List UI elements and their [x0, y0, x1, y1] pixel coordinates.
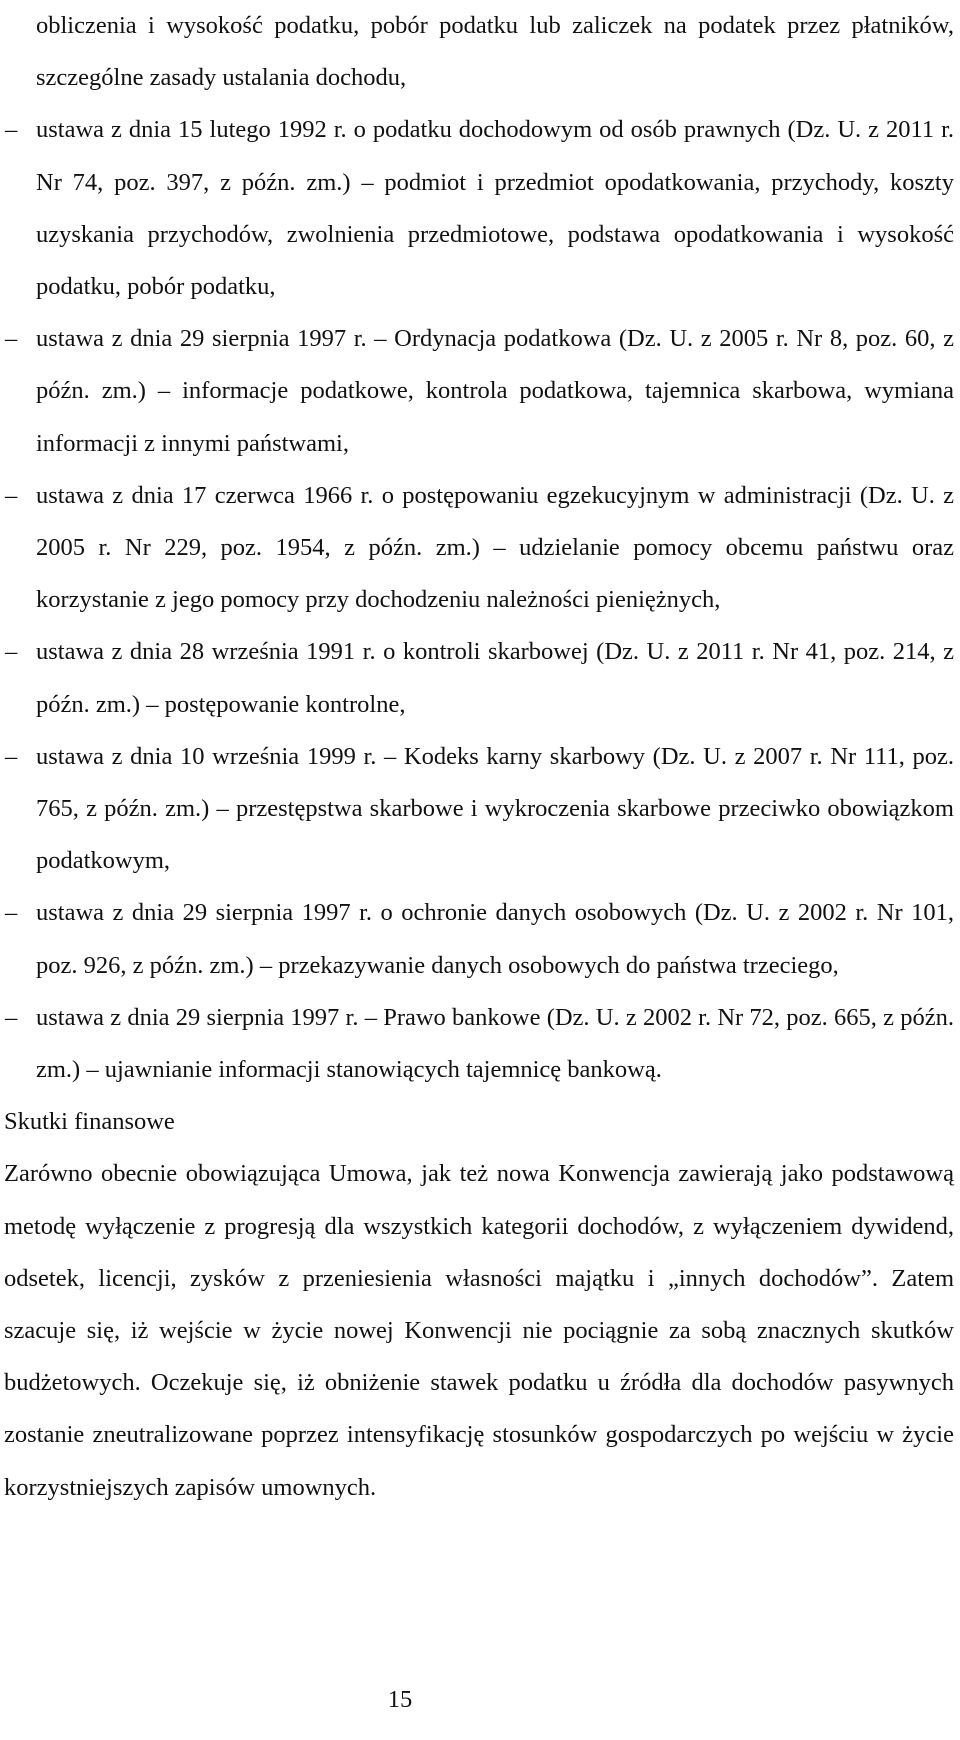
dash-marker: –	[5, 899, 18, 927]
act-text: ustawa z dnia 17 czerwca 1966 r. o postępowaniu egzekucyjnym w administracji (Dz. U. z 2005 r. Nr 229, poz. 1954, z późn. zm.) – udzielanie pomocy obcemu państwu oraz korzystanie z jego pomocy przy dochodzeniu należności pieniężnych,	[36, 481, 954, 614]
dash-marker: –	[5, 116, 18, 144]
act-text: ustawa z dnia 29 sierpnia 1997 r. o ochronie danych osobowych (Dz. U. z 2002 r. Nr 101, poz. 926, z późn. zm.) – przekazywanie danych osobowych do państwa trzeciego,	[36, 899, 954, 979]
act-list-item	[0, 887, 960, 991]
act-text: ustawa z dnia 15 lutego 1992 r. o podatku dochodowym od osób prawnych (Dz. U. z 2011 r. Nr 74, poz. 397, z późn. zm.) – podmiot i przedmiot opodatkowania, przychody, koszty uzyskania przychodów, zwolnienia przedmiotowe, podstawa opodatkowania i wysokość podatku, pobór podatku,	[36, 116, 954, 301]
act-text: ustawa z dnia 29 sierpnia 1997 r. – Ordynacja podatkowa (Dz. U. z 2005 r. Nr 8, poz. 60, z późn. zm.) – informacje podatkowe, kontrola podatkowa, tajemnica skarbowa, wymiana informacji z innymi państwami,	[36, 325, 954, 457]
act-text: ustawa z dnia 10 września 1999 r. – Kodeks karny skarbowy (Dz. U. z 2007 r. Nr 111, poz. 765, z późn. zm.) – przestępstwa skarbowe i wykroczenia skarbowe przeciwko obowiązkom podatkowym,	[36, 742, 954, 875]
dash-marker: –	[5, 742, 18, 770]
act-list-item	[0, 470, 960, 627]
act-list-item	[0, 313, 960, 470]
dash-marker: –	[5, 1003, 18, 1031]
dash-marker: –	[5, 325, 18, 353]
continuation-text: obliczenia i wysokość podatku, pobór podatku lub zaliczek na podatek przez płatników, szczególne zasady ustalania dochodu,	[36, 12, 954, 92]
act-list-item	[0, 731, 960, 888]
body-paragraph: Zarówno obecnie obowiązująca Umowa, jak też nowa Konwencja zawierają jako podstawową metodę wyłączenie z progresją dla wszystkich kategorii dochodów, z wyłączeniem dywidend, odsetek, licencji, zysków z przeniesienia własności majątku i „innych dochodów”. Zatem szacuje się, iż wejście w życie nowej Konwencji nie pociągnie za sobą znacznych skutków budżetowych. Oczekuje się, iż obniżenie stawek podatku u źródła dla dochodów pasywnych zostanie zneutralizowane poprzez intensyfikację stosunków gospodarczych po wejściu w życie korzystniejszych zapisów umownych.	[4, 1160, 954, 1501]
section-heading: Skutki finansowe	[4, 1108, 175, 1136]
act-text: ustawa z dnia 28 września 1991 r. o kontroli skarbowej (Dz. U. z 2011 r. Nr 41, poz. 214, z późn. zm.) – postępowanie kontrolne,	[36, 638, 954, 718]
dash-marker: –	[5, 481, 18, 509]
act-list-item	[0, 626, 960, 730]
act-list-item	[0, 992, 960, 1096]
act-text: ustawa z dnia 29 sierpnia 1997 r. – Prawo bankowe (Dz. U. z 2002 r. Nr 72, poz. 665, z późn. zm.) – ujawnianie informacji stanowiących tajemnicę bankową.	[36, 1003, 954, 1084]
page-number: 15	[387, 1686, 413, 1713]
act-list-item	[0, 104, 960, 313]
dash-marker: –	[5, 638, 18, 666]
